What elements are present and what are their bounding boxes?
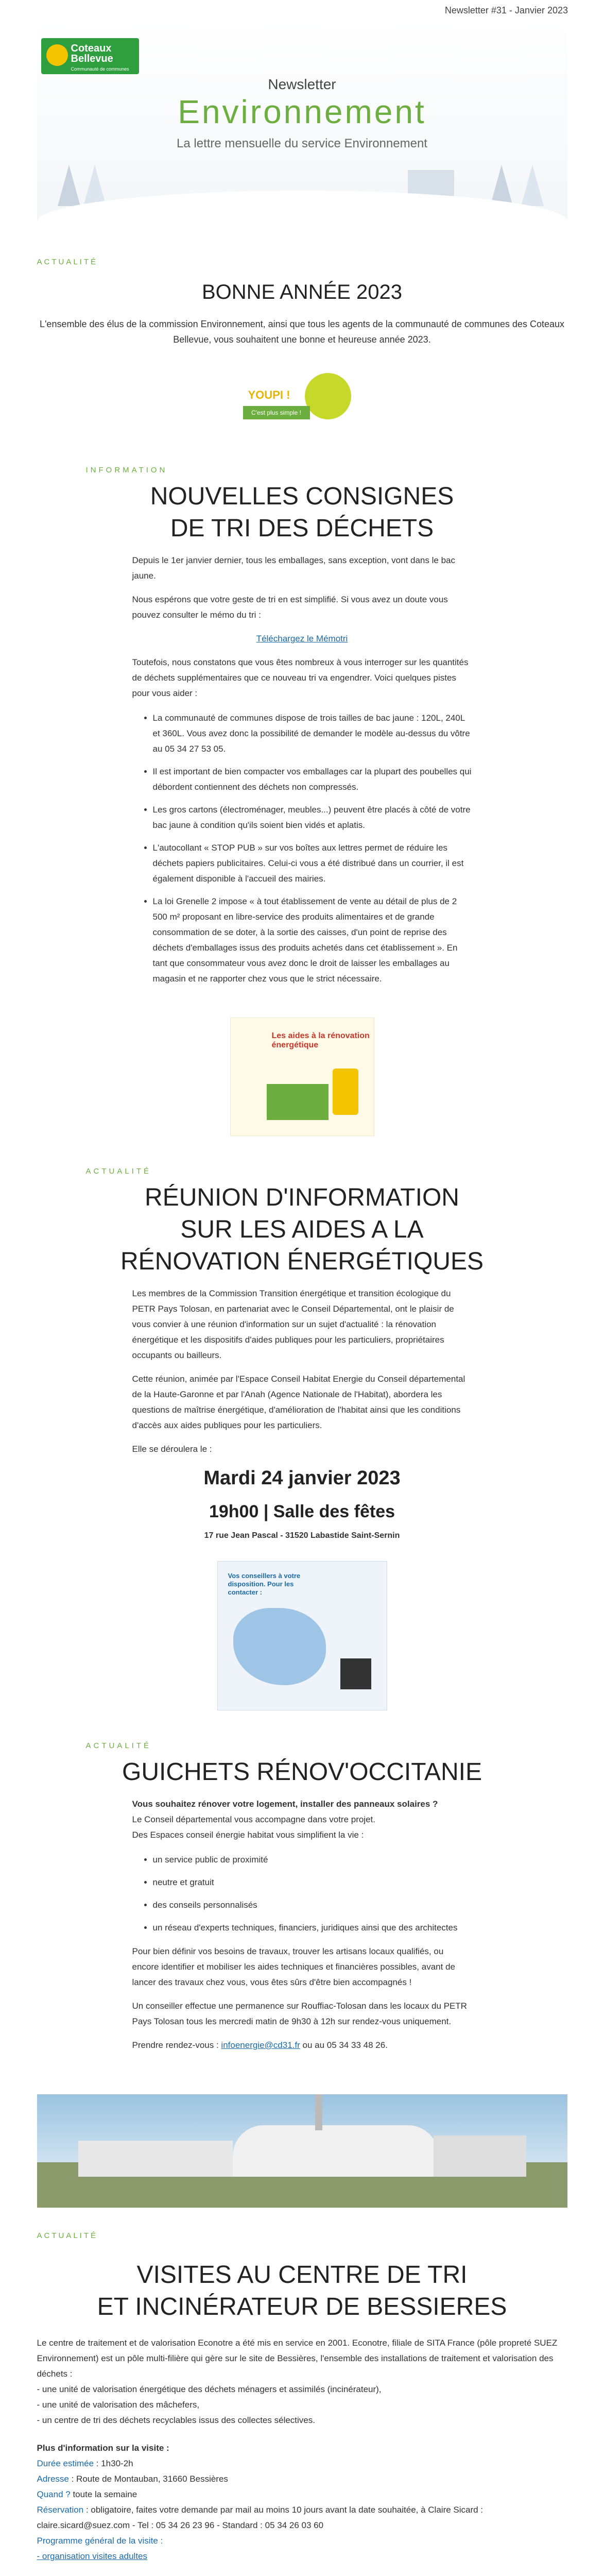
info-label: Programme général de la visite : — [37, 2536, 163, 2546]
badge-youpi: YOUPI ! — [248, 388, 290, 401]
section-title-line1: RÉUNION D'INFORMATION — [145, 1184, 459, 1211]
tree-icon — [521, 165, 544, 206]
list-item: • L'autocollant « STOP PUB » sur vos boîtes aux lettres permet de réduire les déchets papiers publicitaires. Celui-ci vous a été distribué dans un courrier, il est également disponible à l'accueil des mairies. — [153, 840, 472, 887]
visit-program-link[interactable]: - organisation visites adultes — [37, 2551, 148, 2561]
section-kicker: ACTUALITÉ — [85, 1741, 152, 1750]
info-label: Adresse — [37, 2474, 69, 2484]
youpi-badge — [243, 368, 361, 435]
chimney-shape — [315, 2094, 322, 2130]
event-date: Mardi 24 janvier 2023 — [203, 1467, 401, 1489]
map-text: Vos conseillers à votre disposition. Pour les contacter : — [228, 1572, 301, 1596]
visites-section — [37, 2335, 567, 2564]
issue-label: Newsletter #31 - Janvier 2023 — [444, 5, 568, 15]
tips-list — [153, 710, 472, 987]
memotri-link[interactable]: Téléchargez le Mémotri — [256, 634, 348, 643]
paragraph: Le Conseil départemental vous accompagne dans votre projet. — [132, 1815, 376, 1824]
section-title-line2: DE TRI DES DÉCHETS — [170, 515, 434, 542]
logo-name: Coteaux Bellevue — [71, 43, 113, 64]
building-shape — [78, 2141, 233, 2177]
brand-logo — [41, 38, 139, 74]
section-title-line1: VISITES AU CENTRE DE TRI — [136, 2261, 468, 2289]
snow-ground — [37, 191, 567, 237]
tree-icon — [58, 165, 80, 206]
paragraph: Des Espaces conseil énergie habitat vous simplifient la vie : — [132, 1830, 364, 1840]
info-label: Quand ? — [37, 2489, 71, 2499]
newsletter-label: Newsletter — [268, 76, 336, 92]
top-bar — [0, 0, 604, 21]
logo-sub: Communauté de communes — [71, 66, 129, 72]
renovation-section — [132, 1286, 472, 1457]
paragraph: Les membres de la Commission Transition énergétique et transition écologique du PETR Pays Tolosan, en partenariat avec le Conseil Départemental, ont le plaisir de vous convier à une réunion d'information sur un sujet d'actualité : la rénovation énergétique et les dispositifs d'aides publiques pour les particuliers, propriétaires occupants ou bailleurs. — [132, 1289, 454, 1360]
guichets-section — [132, 1797, 472, 2053]
conseillers-map — [217, 1561, 387, 1710]
list-item: • des conseils personnalisés — [153, 1897, 472, 1913]
rdv-suffix: ou au 05 34 33 48 26. — [300, 2040, 388, 2050]
list-item: • Il est important de bien compacter vos emballages car la plupart des poubelles qui débordent contiennent des déchets non compressés. — [153, 764, 472, 795]
qr-code-icon — [340, 1658, 371, 1689]
info-title: Plus d'information sur la visite : — [37, 2443, 169, 2453]
building-shape — [434, 2136, 526, 2177]
paragraph: Depuis le 1er janvier dernier, tous les emballages, sans exception, vont dans le bac jaune. — [132, 555, 455, 581]
incinerator-photo — [37, 2094, 567, 2208]
recycling-ball-icon — [305, 373, 351, 419]
hero-title: Environnement — [178, 93, 426, 130]
aides-text: Les aides à la rénovation énergétique — [271, 1031, 370, 1049]
paragraph: Un conseiller effectue une permanence sur Rouffiac-Tolosan dans les locaux du PETR Pays Tolosan tous les mercredi matin de 9h30 à 12h sur rendez-vous uniquement. — [132, 2001, 467, 2026]
paragraph: Cette réunion, animée par l'Espace Conseil Habitat Energie du Conseil départemental de la Haute-Garonne et par l'Anah (Agence Nationale de l'Habitat), abordera les questions de maîtrise énergétique, d'amélioration de l'habitat ainsi que les conditions d'accès aux aides publiques pour les particuliers. — [132, 1374, 465, 1430]
section-title-line2: SUR LES AIDES A LA — [180, 1216, 424, 1243]
event-time: 19h00 | Salle des fêtes — [209, 1502, 395, 1521]
info-value: : Route de Montauban, 31660 Bessières — [68, 2474, 228, 2484]
list-item: • Les gros cartons (électroménager, meubles...) peuvent être placés à côté de votre bac jaune à condition qu'ils soient bien vidés et aplatis. — [153, 802, 472, 833]
paragraph: Nous espérons que votre geste de tri en est simplifié. Si vous avez un doute vous pouvez consulter le mémo du tri : — [132, 595, 448, 620]
paragraph: Vous souhaitez rénover votre logement, installer des panneaux solaires ? — [132, 1799, 438, 1809]
tri-section — [132, 553, 472, 987]
text-line: - un centre de tri des déchets recyclables issus des collectes sélectives. — [37, 2415, 315, 2425]
hero-tagline: La lettre mensuelle du service Environnement — [177, 137, 427, 150]
event-address: 17 rue Jean Pascal - 31520 Labastide Saint-Sernin — [204, 1531, 400, 1540]
paragraph: Pour bien définir vos besoins de travaux, trouver les artisans locaux qualifiés, ou encore identifier et mobiliser les aides techniques et financières possibles, avant de lancer des travaux chez vous, vous êtes sûrs d'être bien accompagnés ! — [132, 1946, 455, 1987]
text-line: - une unité de valorisation énergétique des déchets ménagers et assimilés (incinérateur), — [37, 2384, 382, 2394]
section-title-line3: RÉNOVATION ÉNERGÉTIQUES — [120, 1248, 484, 1275]
section-kicker: ACTUALITÉ — [37, 2231, 98, 2240]
section-title: BONNE ANNÉE 2023 — [201, 281, 403, 303]
map-shape — [233, 1608, 326, 1685]
info-label: Durée estimée — [37, 2459, 94, 2468]
section-title-line2: ET INCINÉRATEUR DE BESSIERES — [97, 2293, 507, 2320]
section-kicker: ACTUALITÉ — [85, 1167, 152, 1176]
paragraph: Toutefois, nous constatons que vous êtes nombreux à vous interroger sur les quantités de déchets supplémentaires que ce nouveau tri va engendrer. Voici quelques pistes pour vous aider : — [132, 657, 469, 698]
hero-banner — [37, 21, 567, 237]
services-list — [153, 1852, 472, 1936]
text-line: - une unité de valorisation des mâchefers, — [37, 2400, 200, 2410]
section-text: L'ensemble des élus de la commission Environnement, ainsi que tous les agents de la communauté de communes des Coteaux Bellevue, vous souhaitent une bonne et heureuse année 2023. — [39, 319, 564, 345]
section-title: GUICHETS RÉNOV'OCCITANIE — [122, 1758, 482, 1786]
sun-icon — [46, 44, 68, 66]
list-item: • un service public de proximité — [153, 1852, 472, 1868]
list-item: • un réseau d'experts techniques, financiers, juridiques ainsi que des architectes — [153, 1920, 472, 1936]
house-icon — [267, 1084, 329, 1120]
list-item: • neutre et gratuit — [153, 1875, 472, 1890]
paragraph: Elle se déroulera le : — [132, 1444, 212, 1454]
list-item: • La loi Grenelle 2 impose « à tout établissement de vente au détail de plus de 2 500 m² proposant en libre-service des produits alimentaires et de grande consommation de se doter, à la sortie des caisses, d'un point de reprise des déchets d'emballages issus des produits achetés dans cet établissement ». En tant que consommateur vous avez donc le droit de laisser les emballages au magasin et ne rapporter chez vous que le strict nécessaire. — [153, 894, 472, 987]
section-kicker: ACTUALITÉ — [37, 258, 98, 266]
tree-icon — [83, 165, 106, 206]
badge-band: C'est plus simple ! — [243, 406, 310, 419]
paragraph: Le centre de traitement et de valorisation Econotre a été mis en service en 2001. Econotre, filiale de SITA France (pôle propreté SUEZ Environnement) est un pôle multi-filière qui gère sur le site de Bessières, l'ensemble des installations de traitement et valorisation des déchets : — [37, 2338, 558, 2379]
info-value: : obligatoire, faites votre demande par mail au moins 10 jours avant la date souhaitée, à Claire Sicard : claire.sicard@suez.com - Tel : 05 34 26 23 96 - Standard : 05 34 26 03 60 — [37, 2505, 484, 2530]
building-shape — [233, 2125, 439, 2177]
info-value: : 1h30-2h — [94, 2459, 133, 2468]
rdv-prefix: Prendre rendez-vous : — [132, 2040, 221, 2050]
radiator-icon — [333, 1069, 358, 1115]
info-value: toute la semaine — [70, 2489, 137, 2499]
list-item: • La communauté de communes dispose de trois tailles de bac jaune : 120L, 240L et 360L. Vous avez donc la possibilité de demander le modèle au-dessus du vôtre au 05 34 27 53 05. — [153, 710, 472, 757]
section-kicker: INFORMATION — [85, 466, 168, 474]
email-link[interactable]: infoenergie@cd31.fr — [221, 2040, 300, 2050]
info-label: Réservation — [37, 2505, 84, 2515]
section-title-line1: NOUVELLES CONSIGNES — [150, 483, 454, 510]
aides-illustration — [230, 1018, 374, 1136]
